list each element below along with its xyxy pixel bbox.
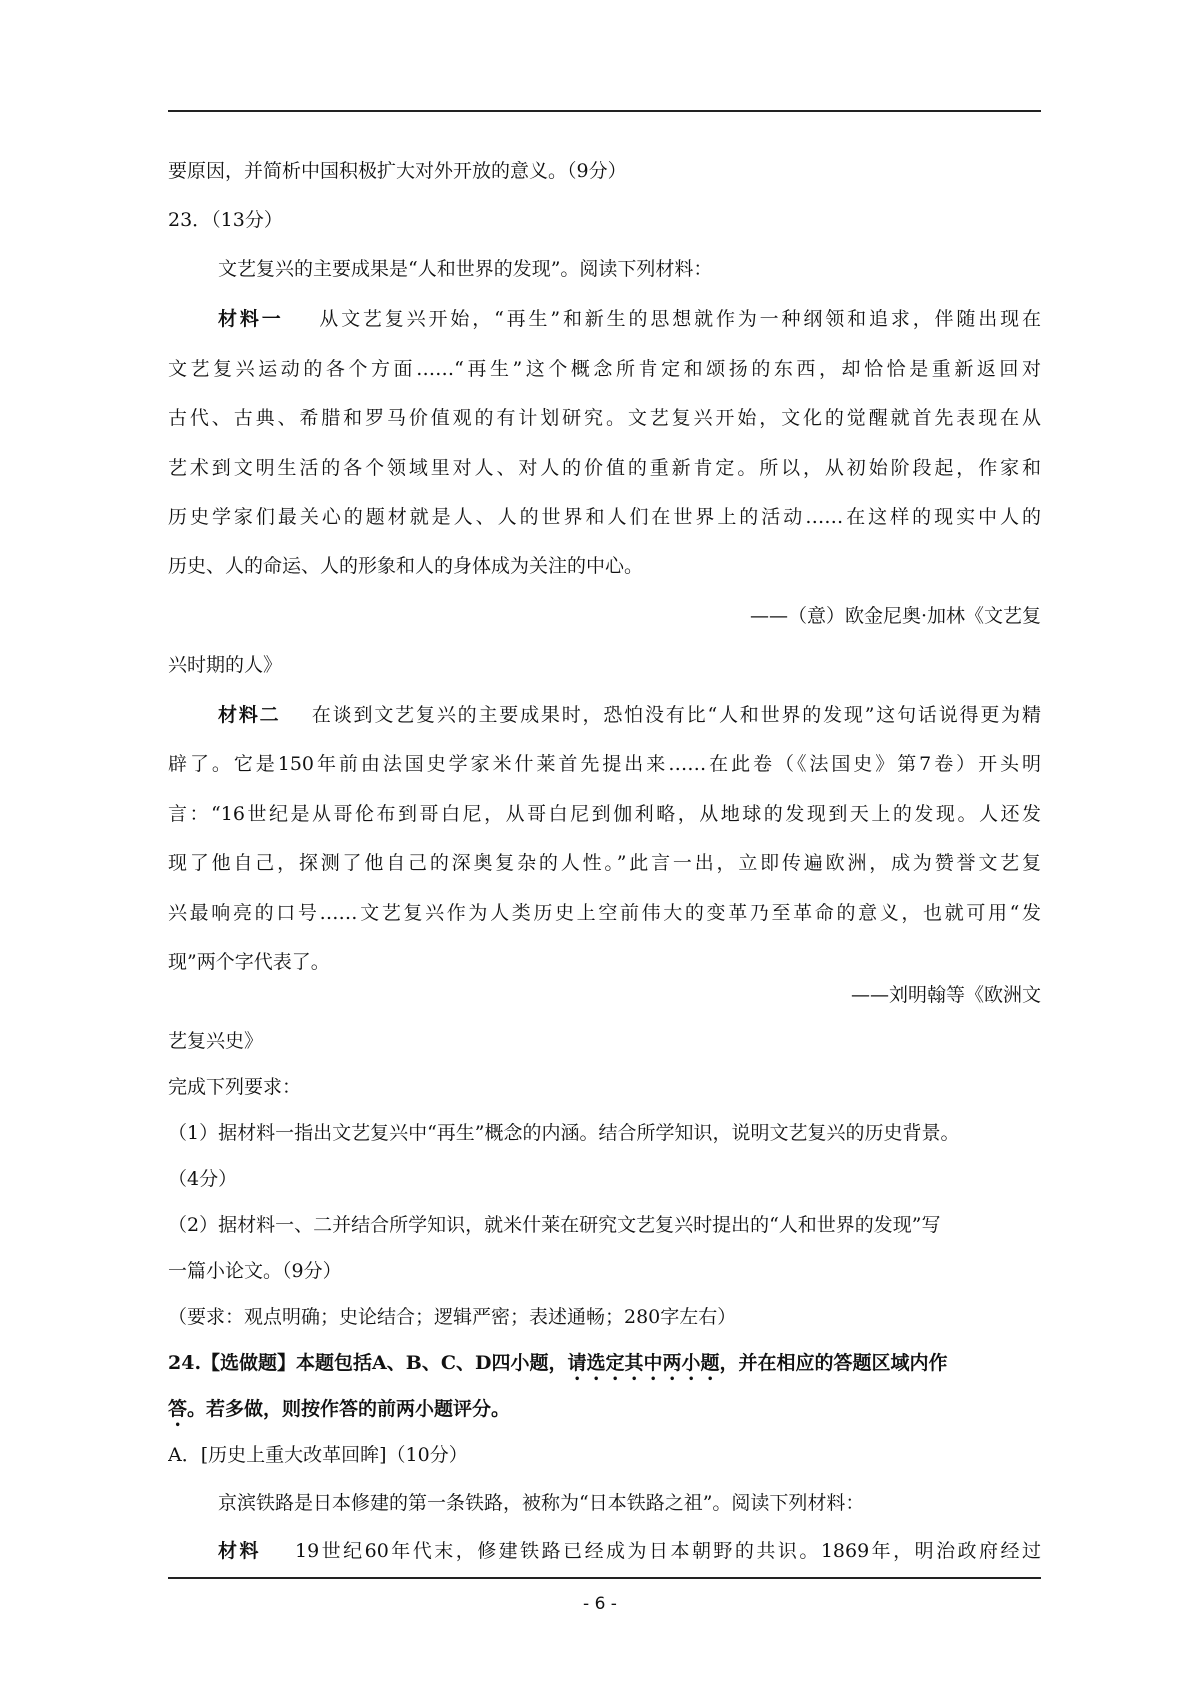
q24-instruction — [168, 1350, 1041, 1385]
q24-a-material — [218, 1538, 1041, 1564]
q23-material2-first-line — [218, 702, 1041, 728]
q23-material1-line: 历史、人的命运、人的形象和人的身体成为关注的中心。 — [168, 555, 644, 577]
q23-header: 23．（13分） — [168, 209, 283, 231]
q23-material1-line: 艺术到文明生活的各个领域里对人、对人的价值的重新肯定。所以，从初始阶段起，作家和 — [168, 457, 1041, 479]
q24-instruction-part: ， — [719, 1352, 739, 1374]
q24-a-header: A．[历史上重大改革回眸]（10分） — [168, 1444, 468, 1466]
q24-instruction-cont — [168, 1396, 1041, 1431]
material2-text: 在谈到文艺复兴的主要成果时，恐怕没有比“人和世界的发现”这句话说得更为精 — [311, 704, 1041, 726]
q22-continuation: 要原因，并简析中国积极扩大对外开放的意义。（9分） — [168, 160, 627, 182]
q24-a-intro: 京滨铁路是日本修建的第一条铁路，被称为“日本铁路之祖”。阅读下列材料： — [218, 1492, 865, 1514]
q23-material2-source: ——刘明翰等《欧洲文 — [850, 984, 1041, 1006]
q24-emphasis: 请选定其中两小题 — [567, 1352, 720, 1374]
q23-subquestion-1-score: （4分） — [168, 1168, 238, 1190]
q23-material2-line: 辟了。它是150年前由法国史学家米什莱首先提出来……在此卷（《法国史》第7卷）开头明 — [168, 753, 1041, 775]
q23-material2-line: 言：“16世纪是从哥伦布到哥白尼，从哥白尼到伽利略，从地球的发现到天上的发现。人还发 — [168, 803, 1041, 825]
page-number: - 6 - — [583, 1594, 617, 1614]
q24-a-material-label: 材料 — [218, 1540, 261, 1562]
q24-emphasis: 答 — [168, 1398, 188, 1420]
q23-material1-source-cont: 兴时期的人》 — [168, 654, 283, 676]
q23-intro: 文艺复兴的主要成果是“人和世界的发现”。阅读下列材料： — [218, 258, 713, 280]
footer-rule — [168, 1577, 1041, 1579]
material2-label: 材料二 — [218, 704, 281, 726]
q24-instruction-part: 24.【选做题】本题包括A、B、C、D四小题， — [168, 1352, 568, 1374]
q23-subquestion-2: （2）据材料一、二并结合所学知识，就米什莱在研究文艺复兴时提出的“人和世界的发现”写 — [168, 1214, 941, 1236]
q23-material2-line: 现”两个字代表了。 — [168, 951, 330, 973]
q23-material1-line: 历史学家们最关心的题材就是人、人的世界和人们在世界上的活动……在这样的现实中人的 — [168, 506, 1041, 528]
q23-task: 完成下列要求： — [168, 1076, 302, 1098]
q23-subquestion-2-cont: 一篇小论文。（9分） — [168, 1260, 342, 1282]
q23-material2-line: 兴最响亮的口号……文艺复兴作为人类历史上空前伟大的变革乃至革命的意义，也就可用“发 — [168, 902, 1041, 924]
q24-instruction-part: 。若多做，则按作答的前两小题评分。 — [187, 1398, 511, 1420]
q23-subquestion-1: （1）据材料一指出文艺复兴中“再生”概念的内涵。结合所学知识，说明文艺复兴的历史背景。 — [168, 1122, 960, 1144]
q23-material2-line: 现了他自己，探测了他自己的深奥复杂的人性。”此言一出，立即传遍欧洲，成为赞誉文艺复 — [168, 852, 1041, 874]
q23-material1-source: ——（意）欧金尼奥·加林《文艺复 — [749, 605, 1041, 627]
q24-a-material-text: 19世纪60年代末，修建铁路已经成为日本朝野的共识。1869年，明治政府经过 — [295, 1540, 1041, 1562]
q23-requirement: （要求：观点明确；史论结合；逻辑严密；表述通畅；280字左右） — [168, 1306, 737, 1328]
q23-material2-source-cont: 艺复兴史》 — [168, 1030, 264, 1052]
q23-material1-line: 文艺复兴运动的各个方面……“再生”这个概念所肯定和颂扬的东西，却恰恰是重新返回对 — [168, 358, 1041, 380]
q24-instruction-part: 并在相应的答题区域内作 — [738, 1352, 948, 1374]
material1-text: 从文艺复兴开始，“再生”和新生的思想就作为一种纲领和追求，伴随出现在 — [319, 308, 1041, 330]
q23-material1-first-line — [218, 306, 1041, 332]
material1-label: 材料一 — [218, 308, 284, 330]
q23-material1-line: 古代、古典、希腊和罗马价值观的有计划研究。文艺复兴开始，文化的觉醒就首先表现在从 — [168, 407, 1041, 429]
header-rule — [168, 110, 1041, 112]
